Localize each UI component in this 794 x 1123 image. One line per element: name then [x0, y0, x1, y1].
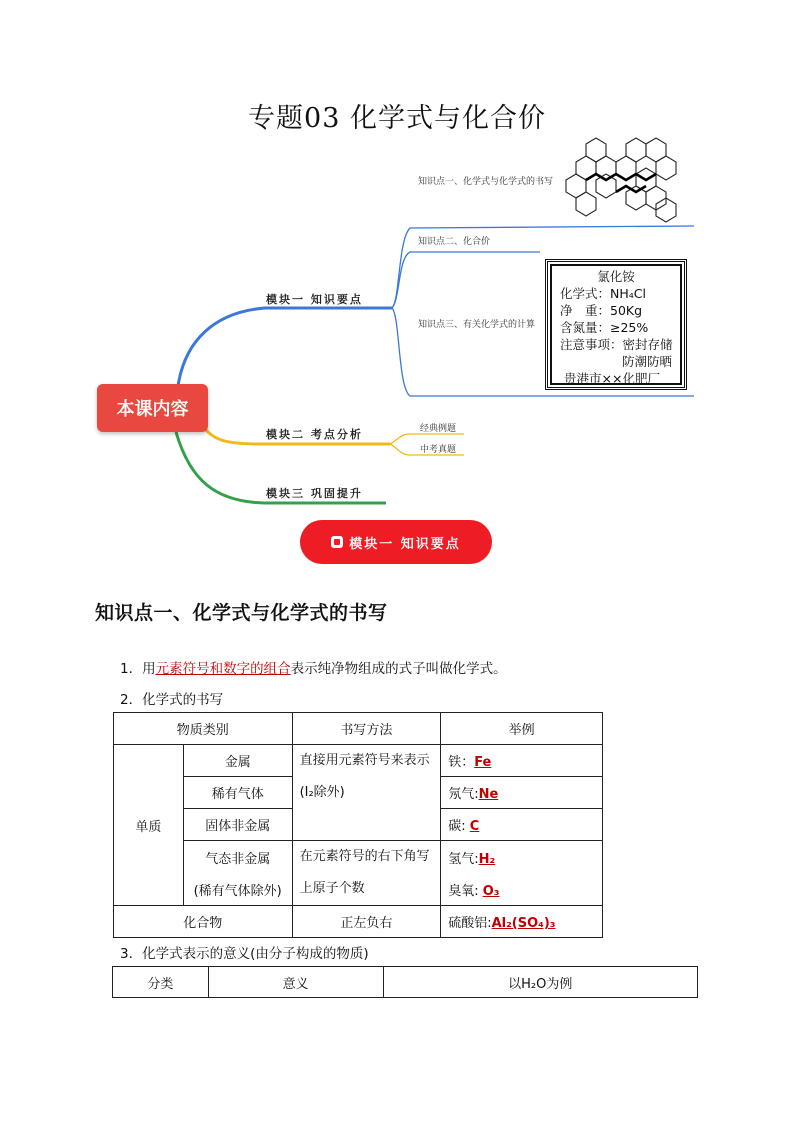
example-formula: Ne	[478, 787, 499, 802]
paragraph-2: 2．化学式的书写	[120, 692, 224, 708]
paragraph-3: 3．化学式表示的意义(由分子构成的物质)	[120, 946, 369, 962]
fertilizer-label-line: 防潮防晒	[622, 354, 673, 369]
formula-meaning-table	[112, 966, 698, 998]
paragraph-1-number: 1．	[120, 661, 143, 677]
table-type-cell: 固体非金属	[183, 809, 292, 841]
fertilizer-label-box	[545, 259, 687, 390]
table-header-row	[113, 967, 698, 998]
table-example-cell	[441, 745, 603, 777]
table-row	[114, 745, 603, 777]
exam-questions-label: 中考真题	[420, 445, 457, 455]
fertilizer-label-line: 注意事项：密封存储	[560, 337, 673, 352]
table-type-cell: 气态非金属	[183, 841, 292, 874]
table-example-cell	[441, 906, 603, 938]
bookmark-icon	[331, 536, 343, 548]
knowledge-point-2-label: 知识点二、化合价	[418, 237, 491, 247]
fertilizer-label-line: 含氮量：≥25%	[560, 320, 649, 335]
table-example-cell	[441, 873, 603, 906]
classic-examples-label: 经典例题	[420, 424, 457, 434]
module-1-pill	[300, 520, 492, 564]
table-method-cell: 在元素符号的右下角写上原子个数	[292, 841, 441, 906]
section-heading: 知识点一、化学式与化学式的书写	[95, 602, 388, 624]
table-group-cell: 单质	[114, 745, 184, 906]
table-type-cell: 化合物	[114, 906, 293, 938]
table-example-cell	[441, 809, 603, 841]
page-title: 专题03 化学式与化合价	[248, 103, 546, 134]
table-example-cell	[441, 841, 603, 874]
table-method-cell: 正左负右	[292, 906, 441, 938]
branch-module-1: 模块一 知识要点	[266, 293, 363, 306]
paragraph-1-pre: 用	[142, 661, 156, 677]
example-label: 臭氧:	[448, 883, 483, 899]
table-header-cell: 意义	[208, 967, 383, 998]
table-header-cell: 书写方法	[292, 713, 441, 745]
example-formula: H₂	[478, 851, 496, 867]
example-label: 铁：	[448, 755, 475, 770]
example-label: 碳:	[448, 819, 470, 834]
table-header-cell: 举例	[441, 713, 603, 745]
example-formula: Al₂(SO₄)₃	[491, 916, 556, 931]
paragraph-1	[120, 657, 507, 677]
example-label: 硫酸铝:	[448, 916, 492, 931]
paragraph-1-post: 表示纯净物组成的式子叫做化学式。	[290, 661, 507, 677]
knowledge-point-3-label: 知识点三、有关化学式的计算	[418, 320, 536, 330]
fertilizer-label-line: 化学式：NH₄Cl	[560, 286, 646, 301]
branch-module-3: 模块三 巩固提升	[266, 487, 363, 500]
table-example-cell	[441, 777, 603, 809]
mindmap-center-node: 本课内容	[97, 384, 208, 432]
fertilizer-label-line: 贵港市××化肥厂	[564, 371, 660, 386]
formula-writing-table	[113, 712, 603, 938]
table-header-cell: 以H₂O为例	[383, 967, 697, 998]
example-formula: O₃	[482, 883, 500, 899]
table-row	[114, 841, 603, 874]
example-formula: C	[469, 819, 480, 834]
module-1-pill-label: 模块一 知识要点	[349, 536, 461, 552]
table-type-cell: 稀有气体	[183, 777, 292, 809]
table-header-row	[114, 713, 603, 745]
example-formula: Fe	[474, 755, 492, 770]
fertilizer-label-title: 氯化铵	[597, 269, 635, 284]
table-type-cell: (稀有气体除外)	[183, 873, 292, 906]
paragraph-1-emphasis: 元素符号和数字的组合	[155, 661, 291, 677]
fertilizer-label-line: 净 重：50Kg	[560, 303, 643, 318]
table-row	[114, 906, 603, 938]
knowledge-point-1-label: 知识点一、化学式与化学式的书写	[418, 177, 554, 187]
polycyclic-aromatic-structure-icon	[556, 134, 688, 224]
example-label: 氖气:	[448, 787, 479, 802]
table-header-cell: 分类	[113, 967, 209, 998]
example-label: 氢气:	[448, 851, 479, 867]
table-type-cell: 金属	[183, 745, 292, 777]
branch-module-2: 模块二 考点分析	[266, 428, 363, 441]
table-method-cell: 直接用元素符号来表示(I₂除外)	[292, 745, 441, 841]
table-header-cell: 物质类别	[114, 713, 293, 745]
